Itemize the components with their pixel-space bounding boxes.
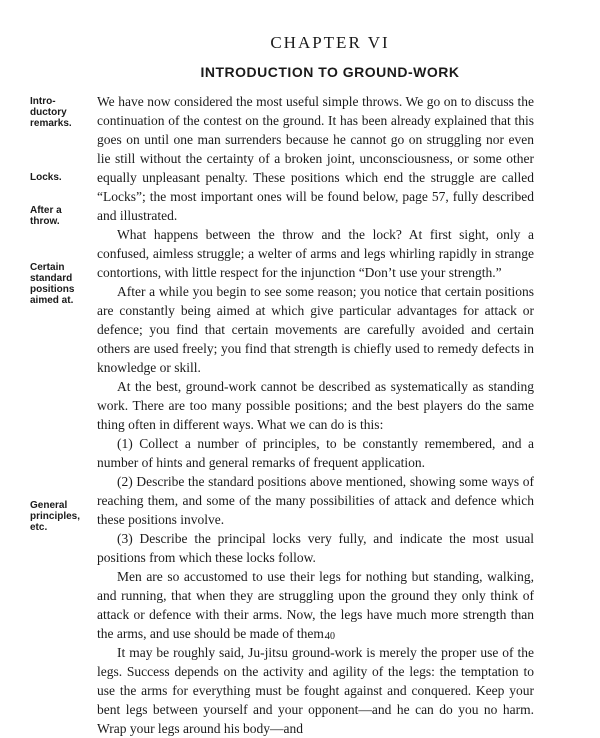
side-note-locks: Locks. <box>30 172 62 183</box>
paragraph-after-throw: What happens between the throw and the lock? At first sight, only a confused, aimless struggle; a welter of arms and legs whirling rapidly in strange contortions, with little respect for the injunction “Don’t use your strength.” <box>97 227 534 280</box>
chapter-title: INTRODUCTION TO GROUND-WORK <box>200 64 460 80</box>
paragraph-legs: Men are so accustomed to use their legs for nothing but standing, walking, and running, that when they are struggling upon the ground they only think of attack or defence with their arms. Now, the legs have much more strength than the arms, and use should be made of them. <box>97 569 534 641</box>
paragraph-item-2: (2) Describe the standard positions above mentioned, showing some ways of reaching them, and some of the many possibilities of attack and defence which these positions involve. <box>97 474 534 527</box>
paragraph-at-the-best: At the best, ground-work cannot be described as systematically as standing work. There are too many possible positions; and the best players do the same thing often in different ways. What we can do is this: <box>97 379 534 432</box>
paragraph-item-3: (3) Describe the principal locks very fully, and indicate the most usual positions from which these locks follow. <box>97 531 534 565</box>
paragraph-certain-positions: After a while you begin to see some reason; you notice that certain positions are constantly being aimed at which give particular advantages for attack or defence; you find that certain movements are carefully avoided and certain others are used freely; you find that strength is chiefly used to remedy defects in knowledge or skill. <box>97 284 534 375</box>
paragraph-intro: We have now considered the most useful simple throws. We go on to discuss the continuation of the contest on the ground. It has been already explained that this goes on until one man surrenders because he cannot go on struggling nor even lie still without the certainty of a broken joint, unconsciousness, or some other equally unpleasant penalty. These positions which end the struggle are called “Locks”; the most important ones will be found below, page 57, fully described and illustrated. <box>97 94 534 223</box>
side-note-general-principles: General principles, etc. <box>30 500 81 533</box>
side-note-certain-standard-positions: Certain standard positions aimed at. <box>30 262 75 306</box>
side-note-after-a-throw: After a throw. <box>30 205 62 227</box>
paragraph-item-1: (1) Collect a number of principles, to be constantly remembered, and a number of hints and general remarks of frequent application. <box>97 436 534 470</box>
paragraph-ground-work-legs: It may be roughly said, Ju-jitsu ground-work is merely the proper use of the legs. Success depends on the activity and agility of the legs: the temptation to use the arms for everything must be fought against and conquered. Keep your bent legs between yourself and your opponent—and he can do you no harm. Wrap your legs around his body—and <box>97 645 534 736</box>
side-note-introductory-remarks: Intro- ductory remarks. <box>30 96 72 129</box>
page-number: 40 <box>325 631 335 642</box>
chapter-heading: CHAPTER VI <box>270 33 390 52</box>
